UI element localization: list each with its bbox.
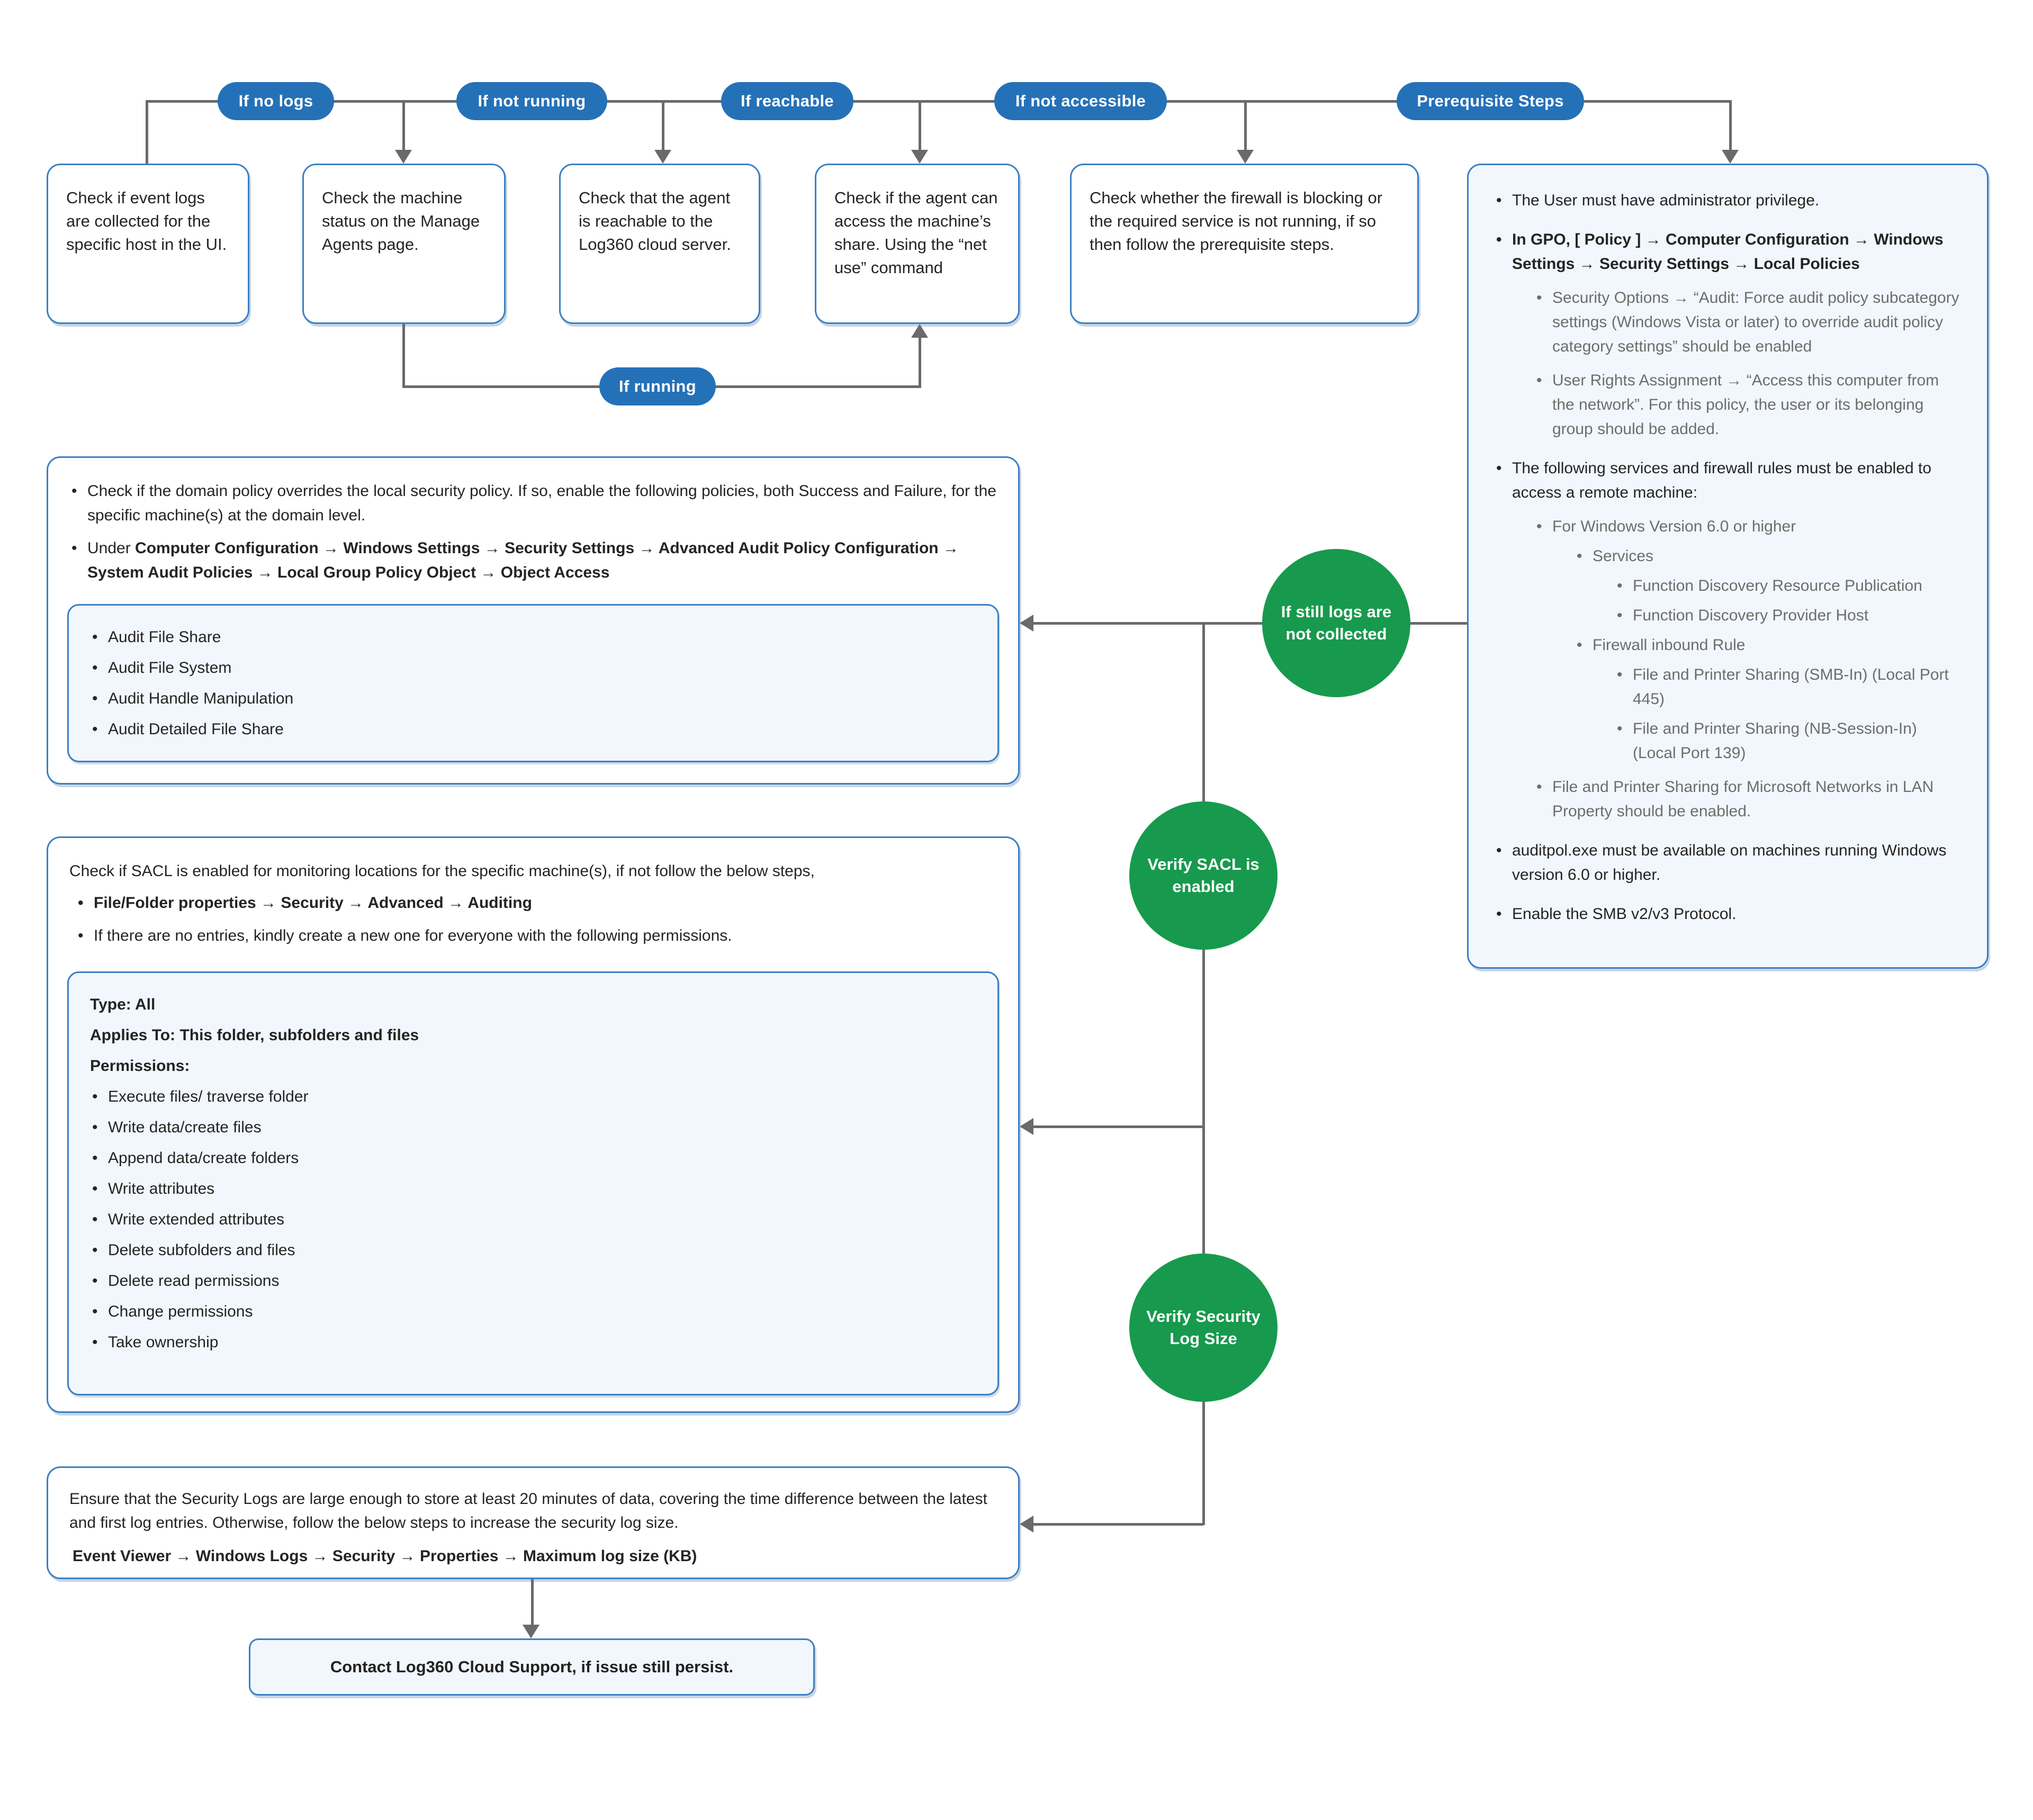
connector-running-right <box>919 338 921 388</box>
pill-if-running <box>599 367 716 406</box>
prereq-gpo-path: • In GPO, [ Policy ] → Computer Configuration → Windows Settings → Security Settings → Local Policies • Security Options → “Audit: Force audit policy subcategory settings (Windows Vista or later) to override audit policy category settings” should be enabled • User Rights Assignment → “Access this computer from the network”. For this policy, the user or its belonging group should be added. <box>1494 228 1964 442</box>
permission-append-data: • Append data/create folders <box>90 1147 976 1170</box>
audit-policies-inner-box <box>67 604 999 762</box>
box-firewall-blocking-text: Check whether the firewall is blocking or the required service is not running, if so then follow the prerequisite steps. <box>1090 188 1383 254</box>
prereq-services-label: • Services • Function Discovery Resource Publication • Function Discovery Provider Host <box>1575 544 1964 628</box>
audit-item-file-share: • Audit File Share <box>90 626 976 649</box>
arrowhead-branch-logsize <box>1020 1516 1033 1533</box>
circle-verify-log-size-label: Verify Security Log Size <box>1146 1307 1261 1348</box>
log-size-path: Event Viewer → Windows Logs → Security → Properties → Maximum log size (KB) <box>73 1547 697 1565</box>
prereq-smb-protocol: • Enable the SMB v2/v3 Protocol. <box>1494 902 1964 926</box>
prereq-fw-nb-session-in: • File and Printer Sharing (NB-Session-In) (Local Port 139) <box>1615 717 1964 765</box>
permission-write-extended: • Write extended attributes <box>90 1208 976 1231</box>
box-agent-share <box>815 164 1020 324</box>
box-check-event-logs <box>47 164 249 324</box>
connector-drop-box3 <box>662 100 664 151</box>
permissions-applies-label: Applies To: This folder, subfolders and files <box>90 1026 419 1044</box>
permissions-label: Permissions: <box>90 1057 190 1075</box>
pill-if-no-logs <box>218 82 334 120</box>
circle-verify-log-size <box>1129 1254 1278 1402</box>
pill-if-no-logs-label: If no logs <box>238 92 313 110</box>
box-sacl <box>47 836 1020 1413</box>
pill-if-not-running <box>456 82 607 120</box>
permissions-inner-box <box>67 971 999 1395</box>
box-check-event-logs-text: Check if event logs are collected for the specific host in the UI. <box>66 188 227 254</box>
sacl-no-entries: • If there are no entries, kindly create a new one for everyone with the following permissions. <box>76 924 997 948</box>
connector-drop-box5 <box>1244 100 1247 151</box>
permission-change-permissions: • Change permissions <box>90 1300 976 1323</box>
prereq-auditpol: • auditpol.exe must be available on machines running Windows version 6.0 or higher. <box>1494 839 1964 887</box>
permission-write-data: • Write data/create files <box>90 1116 976 1139</box>
connector-contact <box>531 1579 534 1626</box>
circle-still-no-logs <box>1262 549 1410 697</box>
box-firewall-blocking <box>1070 164 1419 324</box>
arrowhead-box5 <box>1237 150 1254 164</box>
pill-if-not-running-label: If not running <box>478 92 586 110</box>
box-contact-support <box>249 1638 815 1696</box>
audit-item-file-system: • Audit File System <box>90 656 976 680</box>
domain-policy-check: • Check if the domain policy overrides the local security policy. If so, enable the following policies, both Success and Failure, for the specific machine(s) at the domain level. <box>69 479 997 528</box>
connector-branch-logsize <box>1033 1523 1203 1526</box>
box-domain-policy <box>47 456 1020 785</box>
pill-if-not-accessible-label: If not accessible <box>1015 92 1146 110</box>
connector-drop-panel <box>1729 100 1732 151</box>
arrowhead-contact <box>523 1625 539 1638</box>
circle-verify-sacl <box>1129 801 1278 950</box>
pill-if-not-accessible <box>994 82 1167 120</box>
arrowhead-box2 <box>395 150 412 164</box>
arrowhead-box3 <box>654 150 671 164</box>
prereq-user-rights: • User Rights Assignment → “Access this computer from the network”. For this policy, the user or its belonging group should be added. <box>1534 368 1964 442</box>
circle-verify-sacl-label: Verify SACL is enabled <box>1147 855 1260 896</box>
connector-branch-sacl <box>1033 1125 1203 1128</box>
connector-drop-box2 <box>402 100 405 151</box>
panel-prerequisite-steps <box>1467 164 1989 969</box>
prereq-windows-version: • For Windows Version 6.0 or higher • Services • Function Discovery Resource Publication • Function Discovery Provider Host • Firewall inbound Rule • File and Printer Sharing (SMB-In) (Local Port 445) • File and Printer Sharing (NB-Session-In) (Local Port 139) <box>1534 515 1964 765</box>
permission-take-ownership: • Take ownership <box>90 1331 976 1354</box>
pill-if-reachable <box>721 82 853 120</box>
domain-policy-path: • Under Computer Configuration → Windows Settings → Security Settings → Advanced Audit Policy Configuration → System Audit Policies → Local Group Policy Object → Object Access <box>69 536 997 585</box>
arrowhead-row1 <box>1020 615 1033 632</box>
prereq-fw-smb-in: • File and Printer Sharing (SMB-In) (Local Port 445) <box>1615 663 1964 711</box>
permissions-type-label: Type: All <box>90 996 156 1013</box>
sacl-path: • File/Folder properties → Security → Advanced → Auditing <box>76 891 997 915</box>
prereq-admin-privilege: • The User must have administrator privilege. <box>1494 188 1964 213</box>
prereq-service-fdrp: • Function Discovery Resource Publication <box>1615 574 1964 598</box>
log-size-text: Ensure that the Security Logs are large enough to store at least 20 minutes of data, covering the time difference between the latest and first log entries. Otherwise, follow the below steps to increase the security log size. <box>69 1490 987 1531</box>
box-log-size <box>47 1466 1020 1579</box>
prereq-service-fdph: • Function Discovery Provider Host <box>1615 603 1964 628</box>
box-machine-status <box>302 164 506 324</box>
permission-delete-subfolders: • Delete subfolders and files <box>90 1239 976 1262</box>
box-agent-reachable-text: Check that the agent is reachable to the Log360 cloud server. <box>579 188 731 254</box>
circle-still-no-logs-label: If still logs are not collected <box>1281 602 1392 643</box>
box-agent-share-text: Check if the agent can access the machine’s share. Using the “net use” command <box>834 188 998 277</box>
connector-running-left <box>402 324 405 388</box>
arrowhead-box4 <box>911 150 928 164</box>
permission-delete-read: • Delete read permissions <box>90 1269 976 1293</box>
permission-execute: • Execute files/ traverse folder <box>90 1085 976 1109</box>
prereq-services-intro: • The following services and firewall rules must be enabled to access a remote machine: • For Windows Version 6.0 or higher • Services • Function Discovery Resource Publication • Function Discovery Provider Host • Firewall inbound Rule • File and Printer Sharing (SMB-In) (Local Port 445) • File and Printer Sharing (NB-Session-In) (Local Port 139) • File and Printer Sharing for Microsoft Networks in LAN Property should be enabled. <box>1494 456 1964 824</box>
pill-if-reachable-label: If reachable <box>741 92 834 110</box>
connector-drop-box1 <box>146 100 148 164</box>
contact-support-text: Contact Log360 Cloud Support, if issue still persist. <box>330 1657 734 1676</box>
arrowhead-branch-sacl <box>1020 1118 1033 1135</box>
arrowhead-panel <box>1722 150 1739 164</box>
box-agent-reachable <box>559 164 760 324</box>
prereq-lan-property: • File and Printer Sharing for Microsoft Networks in LAN Property should be enabled. <box>1534 775 1964 824</box>
box-machine-status-text: Check the machine status on the Manage Agents page. <box>322 188 480 254</box>
pill-prerequisite-steps-label: Prerequisite Steps <box>1417 92 1564 110</box>
permission-write-attributes: • Write attributes <box>90 1177 976 1201</box>
pill-if-running-label: If running <box>619 377 696 395</box>
sacl-intro: Check if SACL is enabled for monitoring locations for the specific machine(s), if not follow the below steps, <box>69 862 815 880</box>
audit-item-detailed-file-share: • Audit Detailed File Share <box>90 718 976 741</box>
connector-drop-box4 <box>919 100 921 151</box>
prereq-firewall-inbound-rule: • Firewall inbound Rule • File and Printer Sharing (SMB-In) (Local Port 445) • File and Printer Sharing (NB-Session-In) (Local Port 139) <box>1575 633 1964 765</box>
pill-prerequisite-steps <box>1397 82 1584 120</box>
arrowhead-running <box>911 324 928 338</box>
prereq-security-options: • Security Options → “Audit: Force audit policy subcategory settings (Windows Vista or later) to override audit policy category settings” should be enabled <box>1534 286 1964 359</box>
audit-item-handle-manipulation: • Audit Handle Manipulation <box>90 687 976 710</box>
domain-policy-path-bold: Computer Configuration → Windows Settings → Security Settings → Advanced Audit Policy Configuration → System Audit Policies → Local Group Policy Object → Object Access <box>87 539 959 581</box>
